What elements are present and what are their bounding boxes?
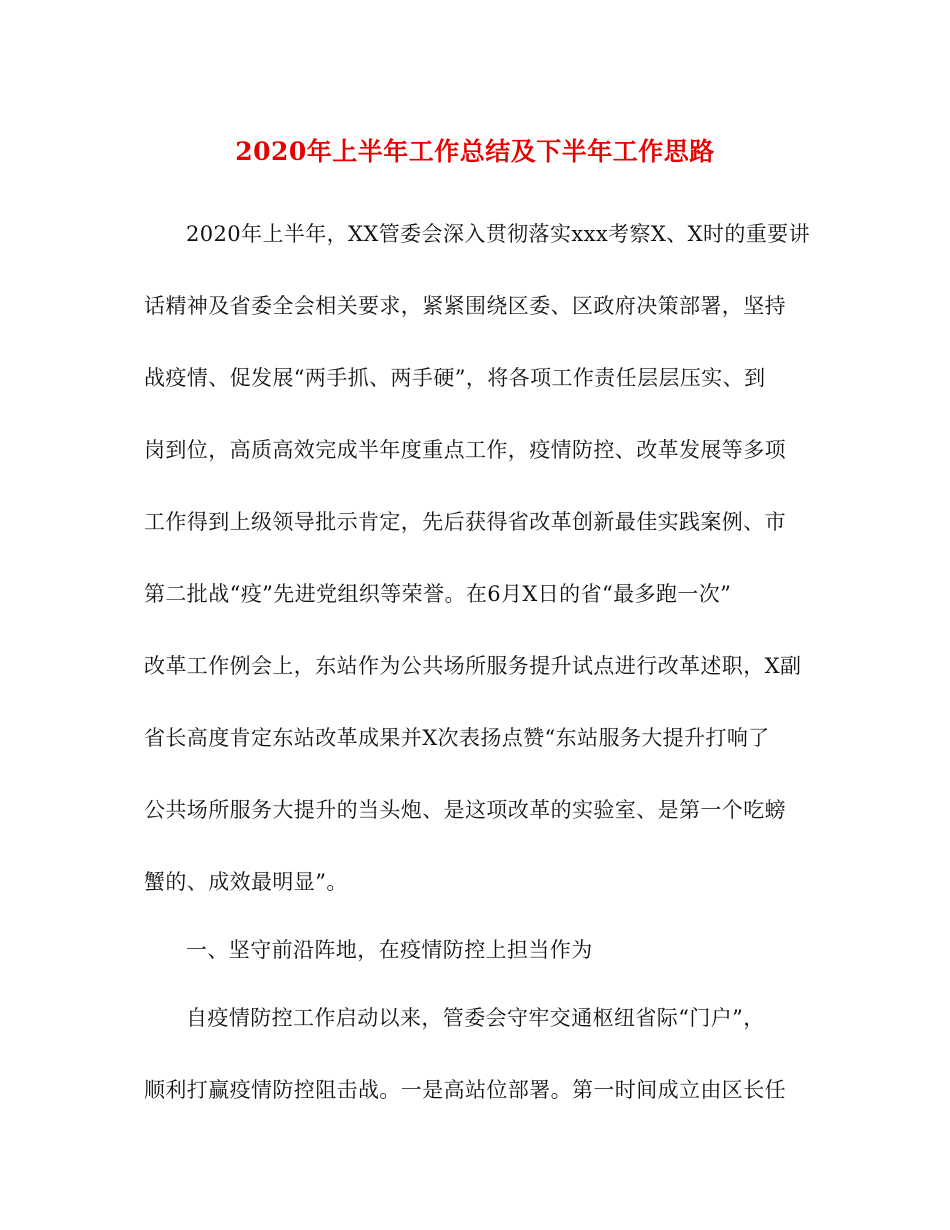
paragraph-line: 战疫情、促发展“两手抓、两手硬”，将各项工作责任层层压实、到 — [144, 366, 766, 390]
paragraph-line: 公共场所服务大提升的当头炮、是这项改革的实验室、是第一个吃螃 — [144, 798, 786, 822]
document-title: 2020年上半年工作总结及下半年工作思路 — [235, 137, 715, 166]
paragraph-line: 省长高度肯定东站改革成果并X次表扬点赞“东站服务大提升打响了 — [144, 726, 770, 750]
paragraph-line: 岗到位，高质高效完成半年度重点工作，疫情防控、改革发展等多项 — [144, 438, 786, 462]
paragraph-line: 话精神及省委全会相关要求，紧紧围绕区委、区政府决策部署，坚持 — [144, 294, 786, 318]
paragraph-line: 改革工作例会上，东站作为公共场所服务提升试点进行改革述职，X副 — [144, 654, 802, 678]
paragraph-line: 第二批战“疫”先进党组织等荣誉。在6月X日的省“最多跑一次” — [144, 582, 732, 606]
section-heading: 一、坚守前沿阵地，在疫情防控上担当作为 — [186, 938, 593, 962]
paragraph-line: 自疫情防控工作启动以来，管委会守牢交通枢纽省际“门户”， — [186, 1006, 765, 1030]
paragraph-line: 2020年上半年，XX管委会深入贯彻落实xxx考察X、X时的重要讲 — [186, 222, 810, 246]
paragraph-line: 蟹的、成效最明显”。 — [144, 870, 348, 894]
paragraph-line: 工作得到上级领导批示肯定，先后获得省改革创新最佳实践案例、市 — [144, 510, 786, 534]
paragraph-line: 顺利打赢疫情防控阻击战。一是高站位部署。第一时间成立由区长任 — [144, 1078, 786, 1102]
